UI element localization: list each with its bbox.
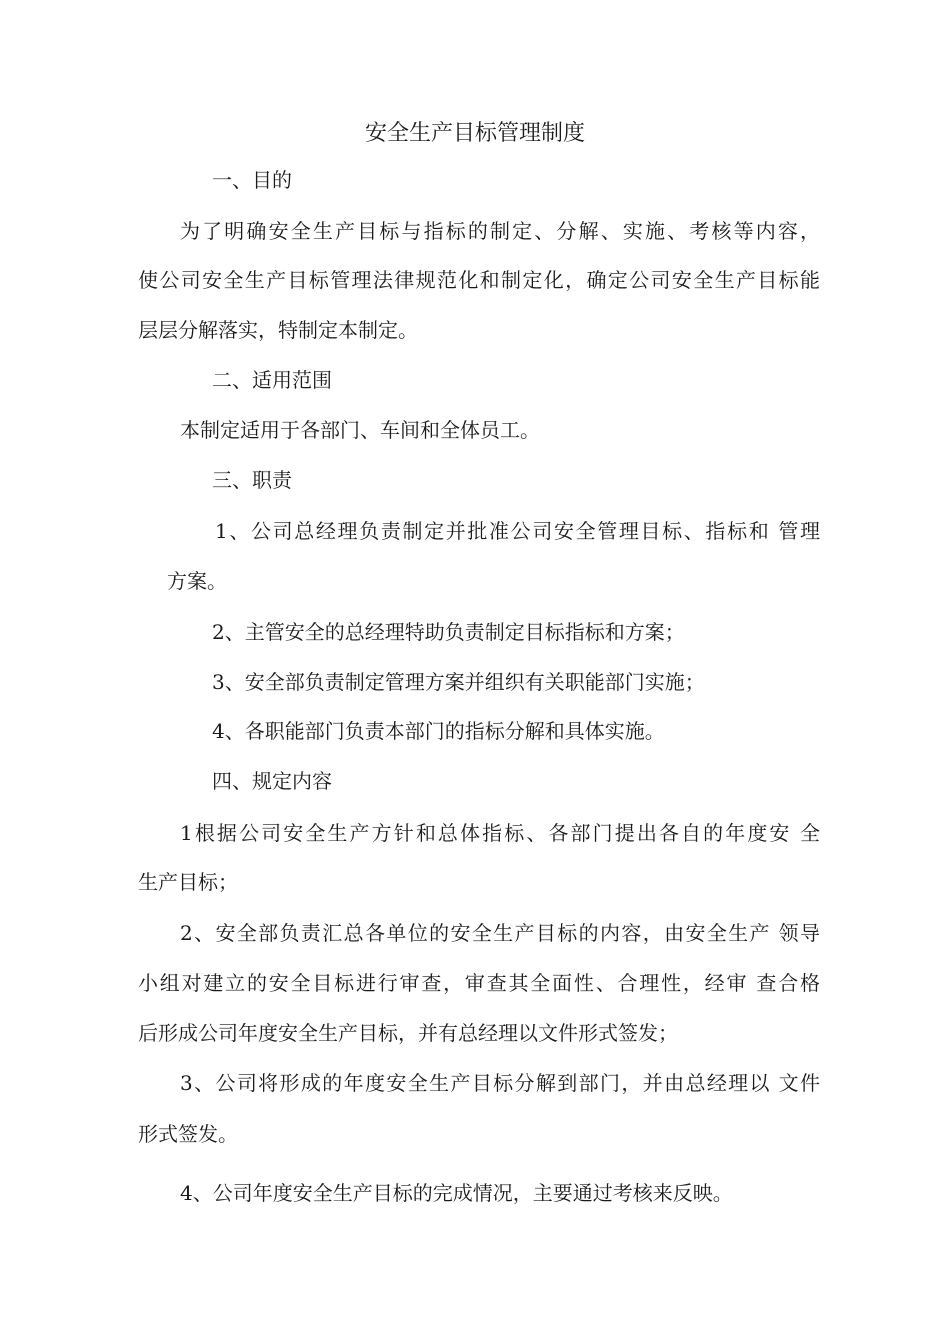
paragraph-line: 1根据公司安全生产方针和总体指标、各部门提出各自的年度安 全 — [180, 821, 820, 845]
paragraph-line: 3、安全部负责制定管理方案并组织有关职能部门实施； — [212, 670, 705, 694]
paragraph-line: 2、安全部负责汇总各单位的安全生产目标的内容，由安全生产 领导 — [180, 921, 820, 945]
section-heading-content: 四、规定内容 — [212, 769, 332, 793]
paragraph-line: 后形成公司年度安全生产目标，并有总经理以文件形式签发； — [138, 1021, 678, 1045]
paragraph-line: 小组对建立的安全目标进行审查，审查其全面性、合理性，经审 查合格 — [138, 971, 820, 995]
paragraph-line: 生产目标； — [138, 870, 238, 894]
paragraph-line: 4、各职能部门负责本部门的指标分解和具体实施。 — [212, 719, 665, 743]
paragraph-line: 1、公司总经理负责制定并批准公司安全管理目标、指标和 管理 — [215, 519, 820, 543]
paragraph-line: 使公司安全生产目标管理法律规范化和制定化，确定公司安全生产目标能 — [138, 268, 820, 292]
document-title: 安全生产目标管理制度 — [364, 121, 585, 146]
paragraph-line: 4、公司年度安全生产目标的完成情况，主要通过考核来反映。 — [180, 1181, 733, 1205]
section-heading-purpose: 一、目的 — [212, 168, 292, 192]
paragraph-line: 层层分解落实，特制定本制定。 — [138, 318, 418, 342]
paragraph-line: 形式签发。 — [138, 1122, 238, 1146]
paragraph-line: 3、公司将形成的年度安全生产目标分解到部门，并由总经理以 文件 — [180, 1071, 820, 1095]
paragraph-line: 本制定适用于各部门、车间和全体员工。 — [180, 418, 540, 442]
section-heading-scope: 二、适用范围 — [212, 368, 332, 392]
paragraph-line: 为了明确安全生产目标与指标的制定、分解、实施、考核等内容， — [180, 219, 820, 243]
section-heading-duties: 三、职责 — [212, 468, 292, 492]
paragraph-line: 2、主管安全的总经理特助负责制定目标指标和方案； — [212, 620, 685, 644]
paragraph-line: 方案。 — [167, 569, 227, 593]
